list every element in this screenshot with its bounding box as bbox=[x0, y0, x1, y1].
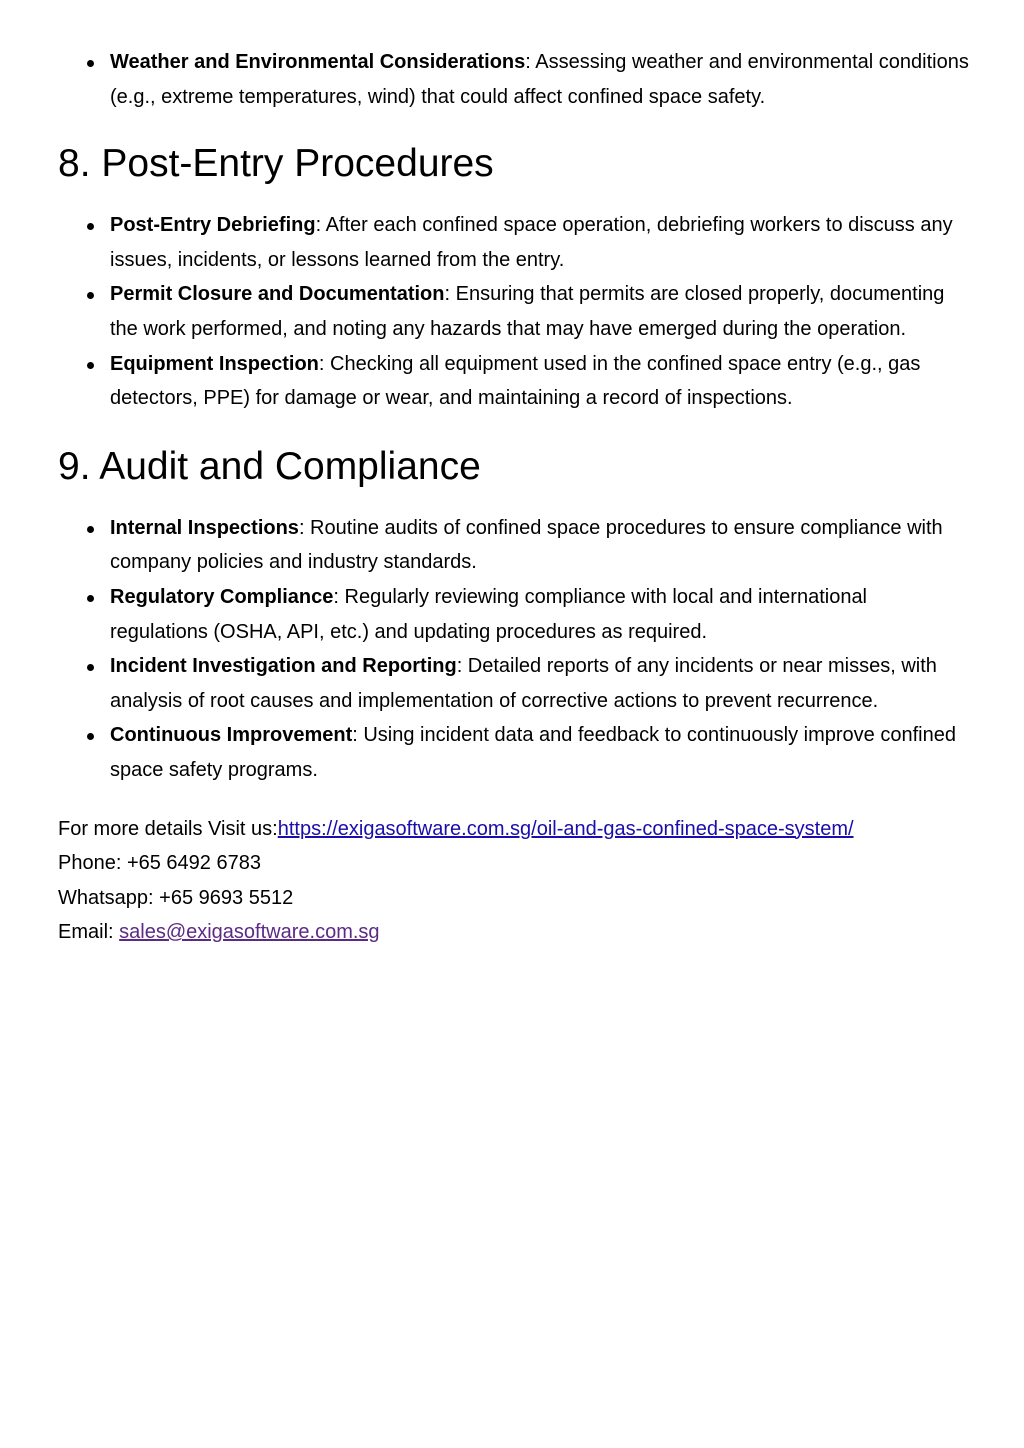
bullet-icon bbox=[87, 526, 94, 533]
post-entry-bullet-list bbox=[58, 208, 970, 416]
list-item-term: Weather and Environmental Considerations bbox=[110, 51, 526, 73]
website-link[interactable]: https://exigasoftware.com.sg/oil-and-gas-confined-space-system/ bbox=[277, 817, 854, 840]
list-item bbox=[110, 347, 970, 416]
list-item-text: : Ensuring that permits are closed properly, documenting the work performed, and noting any hazards that may have emerged during the operation. bbox=[110, 283, 945, 340]
list-item-term: Regulatory Compliance bbox=[110, 585, 334, 608]
list-item-term: Permit Closure and Documentation bbox=[110, 283, 445, 306]
bullet-icon bbox=[87, 733, 94, 740]
bullet-icon bbox=[87, 595, 94, 602]
list-item bbox=[110, 45, 970, 114]
email-label: Email: bbox=[58, 921, 120, 944]
contact-block bbox=[58, 812, 970, 950]
bullet-icon bbox=[87, 362, 94, 369]
list-item-term: Incident Investigation and Reporting bbox=[110, 655, 457, 678]
list-item bbox=[110, 718, 970, 787]
list-item-text: : Using incident data and feedback to continuously improve confined space safety programs. bbox=[110, 724, 956, 781]
document-page bbox=[58, 45, 970, 950]
bullet-icon bbox=[87, 223, 94, 230]
list-item-text: : Routine audits of confined space procedures to ensure compliance with company policies and industry standards. bbox=[110, 516, 943, 574]
list-item bbox=[110, 511, 970, 580]
phone-line: Phone: +65 6492 6783 bbox=[58, 852, 261, 875]
email-line bbox=[58, 915, 970, 950]
list-item bbox=[110, 649, 970, 718]
list-item bbox=[110, 277, 970, 346]
list-item-text: : Regularly reviewing compliance with local and international regulations (OSHA, API, etc.) and updating procedures as required. bbox=[110, 585, 868, 643]
audit-bullet-list bbox=[58, 511, 970, 788]
whatsapp-line: Whatsapp: +65 9693 5512 bbox=[58, 886, 294, 909]
list-item-text: : Checking all equipment used in the confined space entry (e.g., gas detectors, PPE) for damage or wear, and maintaining a record of inspections. bbox=[110, 352, 921, 410]
section-heading-audit: 9. Audit and Compliance bbox=[58, 444, 481, 488]
list-item bbox=[110, 580, 970, 649]
email-link[interactable]: sales@exigasoftware.com.sg bbox=[119, 921, 380, 944]
list-item-term: Continuous Improvement bbox=[110, 724, 353, 747]
top-bullet-list bbox=[58, 45, 970, 114]
details-label: For more details Visit us: bbox=[58, 817, 278, 840]
bullet-icon bbox=[87, 664, 94, 671]
section-heading-post-entry: 8. Post-Entry Procedures bbox=[58, 142, 494, 186]
list-item bbox=[110, 208, 970, 277]
list-item-text: : Assessing weather and environmental conditions (e.g., extreme temperatures, wind) that could affect confined space safety. bbox=[110, 51, 969, 108]
list-item-text: : Detailed reports of any incidents or near misses, with analysis of root causes and implementation of corrective actions to prevent recurrence. bbox=[110, 655, 937, 712]
list-item-term: Equipment Inspection bbox=[110, 352, 319, 375]
list-item-term: Internal Inspections bbox=[110, 516, 299, 539]
list-item-term: Post-Entry Debriefing bbox=[110, 214, 316, 237]
bullet-icon bbox=[87, 292, 94, 299]
details-line bbox=[58, 812, 970, 847]
bullet-icon bbox=[87, 60, 94, 67]
list-item-text: : After each confined space operation, debriefing workers to discuss any issues, incidents, or lessons learned from the entry. bbox=[110, 214, 953, 271]
